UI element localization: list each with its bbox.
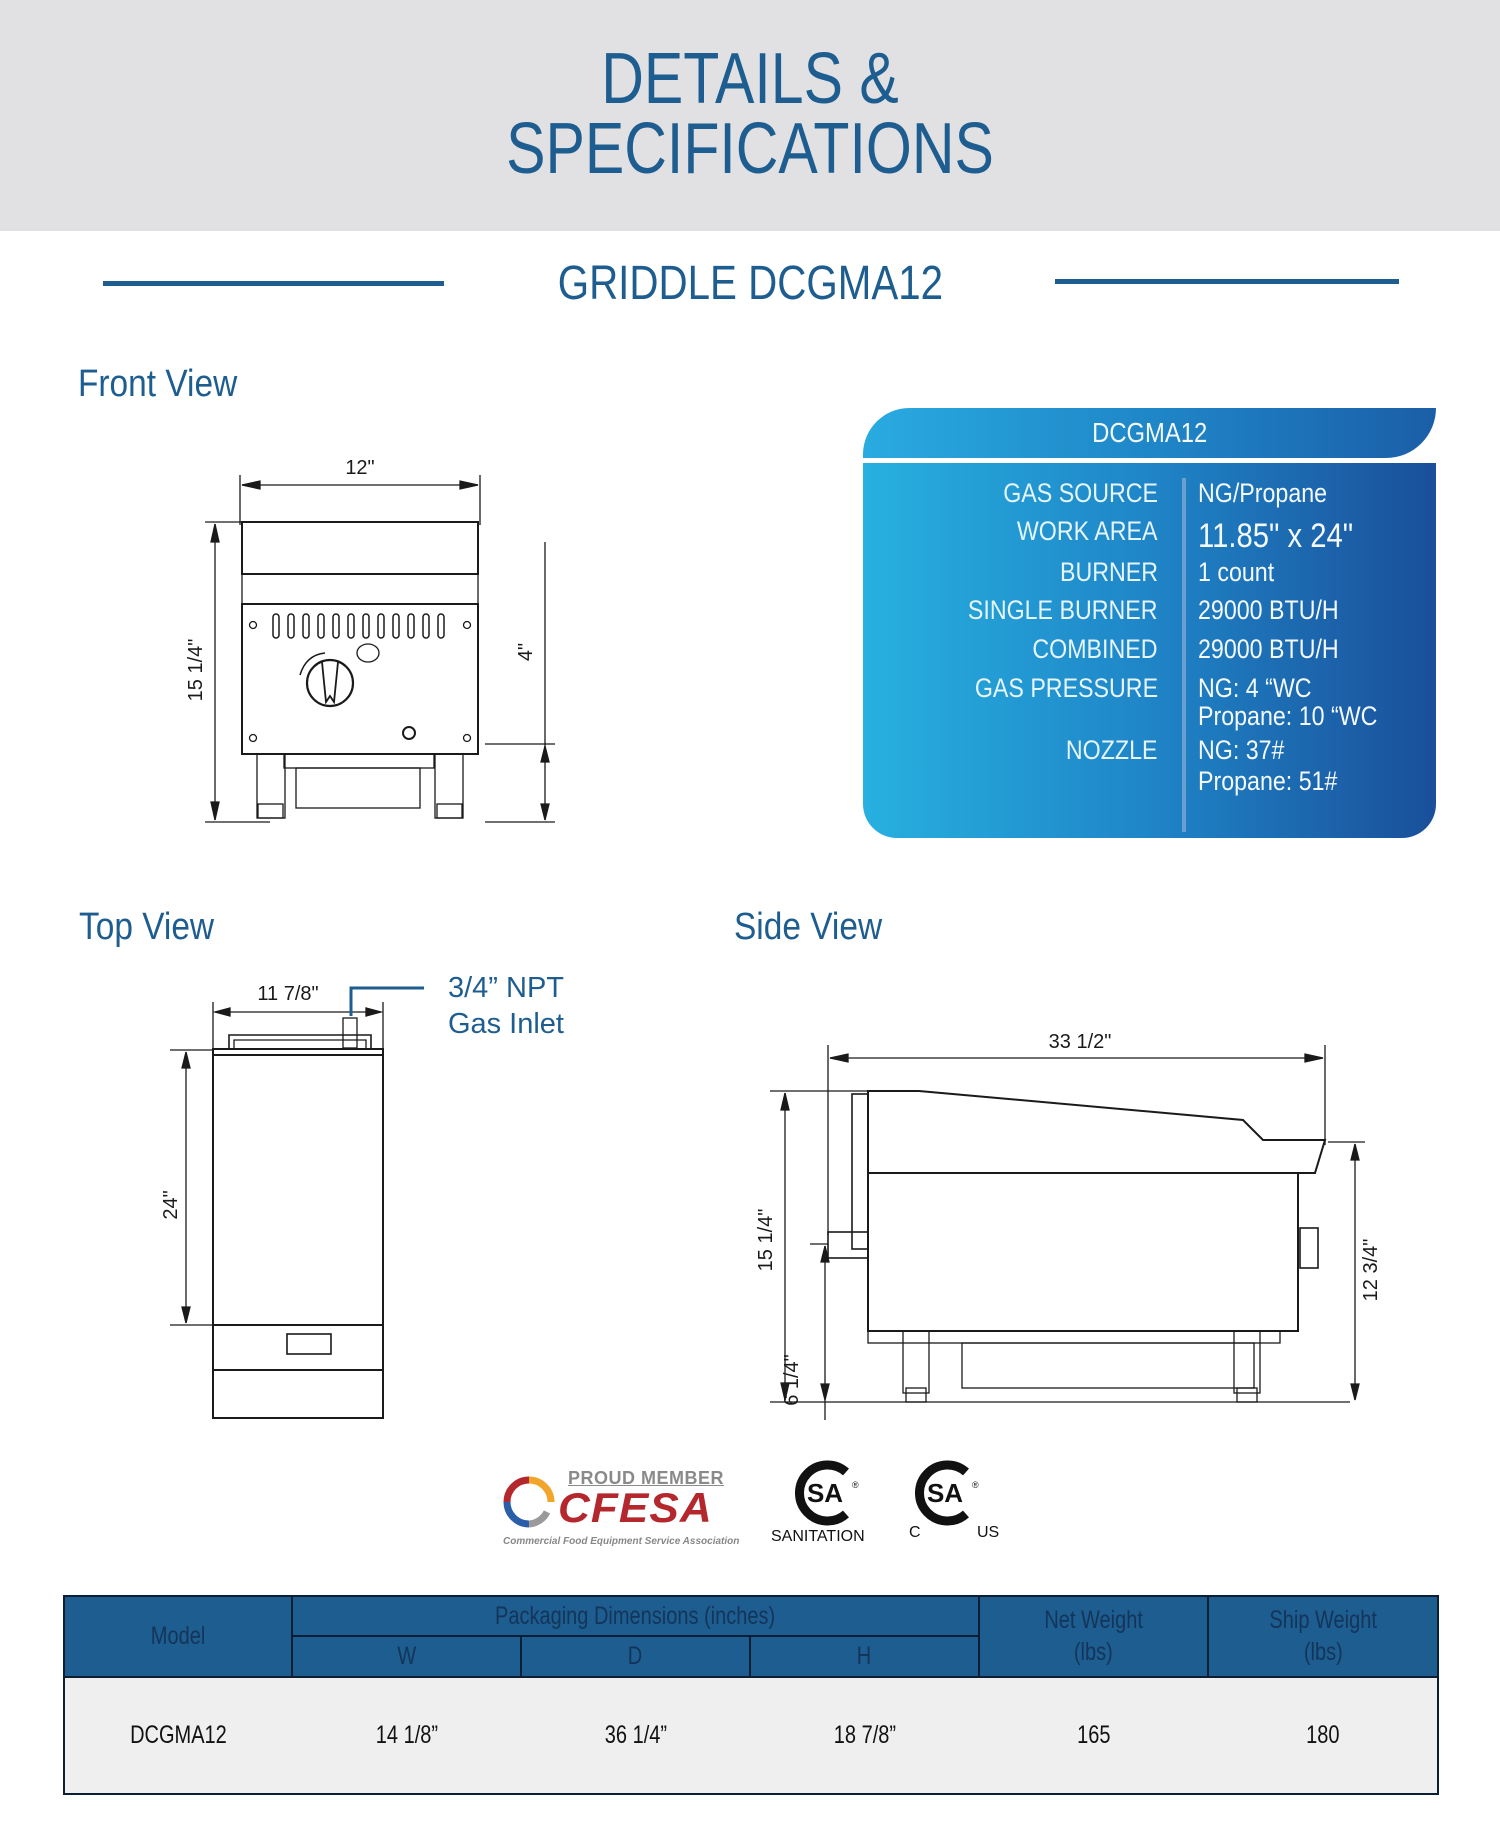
cell-model: DCGMA12	[64, 1677, 292, 1794]
side-height-dim: 15 1/4"	[755, 1208, 777, 1272]
csa-us-label: US	[977, 1524, 1000, 1541]
gas-inlet-callout: 3/4” NPT Gas Inlet	[447, 972, 564, 1040]
side-inlet-height-dim: 6 1/4"	[781, 1354, 803, 1406]
cfesa-proud-member: PROUD MEMBER	[568, 1468, 725, 1488]
cfesa-swirl-icon	[503, 1476, 555, 1528]
spec-card-title: DCGMA12	[863, 408, 1436, 458]
front-view-heading: Front View	[78, 363, 238, 405]
product-subtitle-row	[0, 255, 1500, 315]
spec-card: GAS SOURCE NG/Propane WORK AREA 11.85" x 24" BURNER 1 count SINGLE BURNER 29000 BTU/H COMBINED 29000 BTU/H GAS PRESSURE NG: 4 “WC Propane: 10 “WC NOZZLE NG: 37# Propane: 51#	[863, 463, 1436, 838]
top-depth-dim: 24"	[160, 1190, 182, 1220]
csa-sanitation-icon	[790, 1458, 860, 1528]
cfesa-wordmark: CFESA	[558, 1484, 713, 1531]
front-view-drawing	[160, 450, 580, 830]
page-title-line2: SPECIFICATIONS	[506, 109, 994, 189]
cell-net-weight: 165	[979, 1677, 1208, 1794]
table-row	[64, 1677, 1438, 1794]
front-width-dim: 12"	[345, 457, 375, 479]
csa-sanitation-label: SANITATION	[771, 1528, 865, 1545]
cell-ship-weight: 180	[1208, 1677, 1438, 1794]
col-header-w: W	[292, 1636, 521, 1676]
page-title-line1: DETAILS &	[601, 39, 899, 119]
subtitle-divider-right	[1055, 279, 1399, 284]
cell-d: 36 1/4”	[521, 1677, 750, 1794]
product-subtitle: GRIDDLE DCGMA12	[557, 257, 943, 310]
col-header-dimensions: Packaging Dimensions (inches)	[292, 1596, 979, 1636]
col-header-model: Model	[64, 1596, 292, 1677]
csa-cus-icon	[910, 1458, 980, 1528]
spec-divider	[1182, 478, 1186, 832]
svg-text:®: ®	[972, 1480, 979, 1490]
cell-h: 18 7/8”	[750, 1677, 979, 1794]
top-width-dim: 11 7/8"	[257, 983, 319, 1005]
front-leg-dim: 4"	[515, 642, 537, 662]
page-title	[0, 39, 1500, 189]
top-view-heading: Top View	[79, 906, 215, 948]
front-height-dim: 15 1/4"	[185, 638, 207, 702]
svg-text:SA: SA	[926, 1478, 964, 1508]
cfesa-full-name: Commercial Food Equipment Service Association	[503, 1536, 740, 1547]
certification-logos	[495, 1458, 1015, 1548]
side-depth-dim: 33 1/2"	[1048, 1031, 1112, 1053]
side-view-heading: Side View	[734, 906, 883, 948]
col-header-ship-weight: Ship Weight (lbs)	[1208, 1596, 1438, 1677]
col-header-h: H	[750, 1636, 979, 1676]
col-header-d: D	[521, 1636, 750, 1676]
side-front-height-dim: 12 3/4"	[1360, 1238, 1382, 1302]
packaging-table	[63, 1595, 1439, 1795]
col-header-net-weight: Net Weight (lbs)	[979, 1596, 1208, 1677]
csa-c-label: C	[909, 1524, 921, 1541]
cell-w: 14 1/8”	[292, 1677, 521, 1794]
side-view-drawing	[740, 1010, 1420, 1420]
svg-text:®: ®	[852, 1480, 859, 1490]
svg-text:SA: SA	[806, 1478, 844, 1508]
